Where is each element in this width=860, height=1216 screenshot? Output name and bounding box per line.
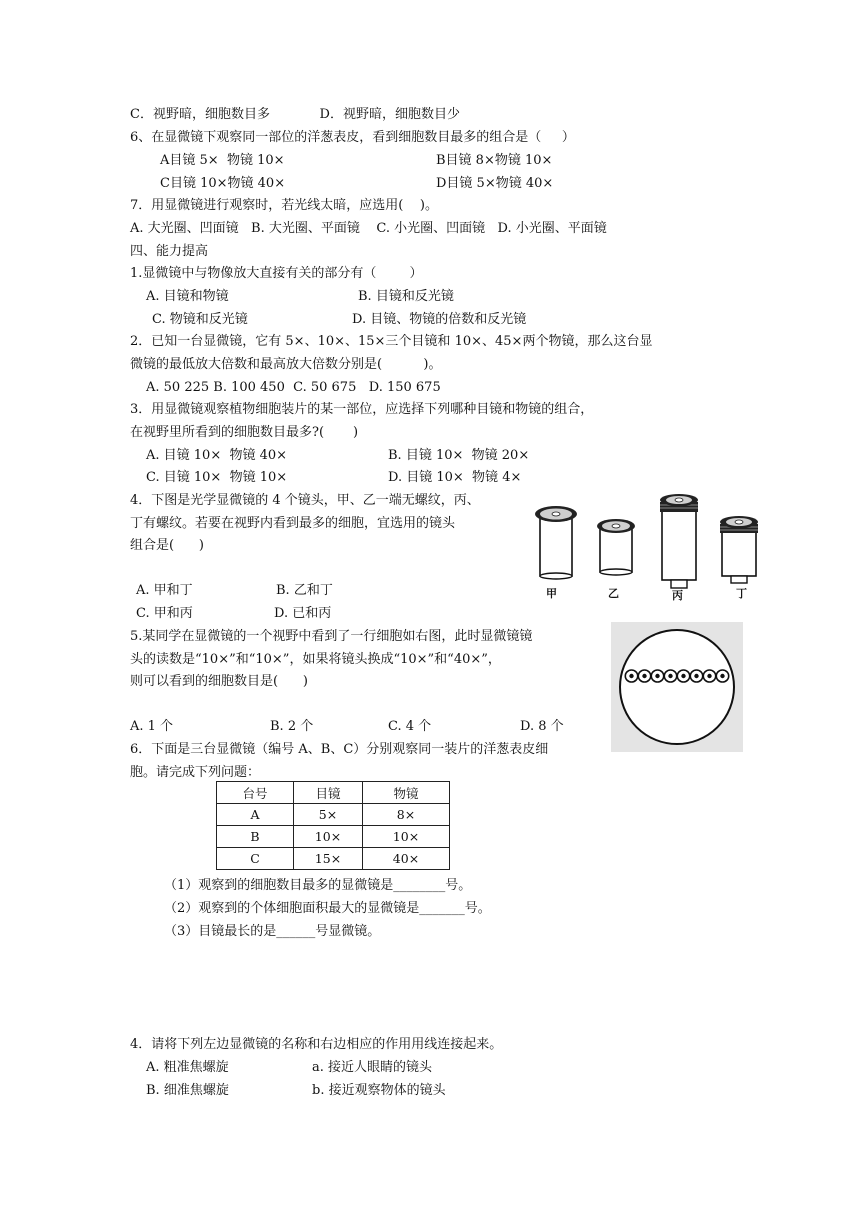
option-d: D. 8 个 (520, 719, 564, 734)
lens-ding (720, 516, 758, 583)
table-row (217, 804, 450, 826)
question-1: 1.显微镜中与物像放大直接有关的部分有（ ） (130, 266, 423, 281)
section-heading: 四、能力提高 (130, 244, 209, 259)
lens-bing (660, 494, 698, 588)
table-row (217, 848, 450, 870)
question-4-cont: 组合是( ) (130, 538, 204, 553)
table-cell: B (217, 826, 294, 848)
question-3-cont: 在视野里所看到的细胞数目最多?( ) (130, 425, 359, 440)
table-row (217, 826, 450, 848)
option-c: C. 4 个 (388, 719, 432, 734)
matching-question: 4．请将下列左边显微镜的名称和右边相应的作用用线连接起来。 (130, 1037, 503, 1052)
option-a: A. 目镜 10× 物镜 40× (146, 448, 288, 463)
question-6b-cont: 胞。请完成下列问题： (130, 765, 261, 780)
question-3: 3．用显微镜观察植物细胞装片的某一部位，应选择下列哪种目镜和物镜的组合， (130, 402, 594, 417)
option-b: B. 目镜和反光镜 (358, 289, 454, 304)
question-5-cont: 则可以看到的细胞数目是( ) (130, 674, 308, 689)
table-cell: 10× (294, 826, 363, 848)
option-c: C. 甲和丙 (136, 606, 193, 621)
match-left-b: B. 细准焦螺旋 (146, 1083, 229, 1098)
sub-question-3: （3）目镜最长的是______号显微镜。 (164, 924, 381, 939)
option-b: B目镜 8×物镜 10× (436, 153, 553, 168)
microscope-table (216, 781, 450, 870)
lens-label-yi: 乙 (608, 587, 619, 600)
option-d: D目镜 5×物镜 40× (436, 176, 554, 191)
table-header: 台号 (217, 782, 294, 804)
sub-question-1: （1）观察到的细胞数目最多的显微镜是________号。 (164, 878, 472, 893)
question-7: 7．用显微镜进行观察时，若光线太暗，应选用( )。 (130, 198, 438, 213)
lens-yi (597, 519, 635, 575)
question-2-options: A. 50 225 B. 100 450 C. 50 675 D. 150 675 (146, 380, 441, 395)
question-6b: 6．下面是三台显微镜（编号 A、B、C）分别观察同一装片的洋葱表皮细 (130, 742, 549, 757)
cell-nucleus (694, 674, 698, 678)
question-5-cont: 头的读数是“10×”和“10×”，如果将镜头换成“10×”和“40×”， (130, 652, 501, 667)
table-cell: 5× (294, 804, 363, 826)
question-2-cont: 微镜的最低放大倍数和最高放大倍数分别是( )。 (130, 357, 442, 372)
option-a: A. 甲和丁 (136, 583, 193, 598)
option-c: C目镜 10×物镜 40× (160, 176, 286, 191)
option-c: C. 目镜 10× 物镜 10× (146, 470, 288, 485)
table-cell: 10× (363, 826, 450, 848)
lens-figure (524, 490, 790, 608)
field-of-view-figure (611, 622, 743, 752)
lens-illustration (524, 490, 790, 608)
option-a: A. 目镜和物镜 (146, 289, 229, 304)
lens-jia (535, 506, 577, 579)
cell-nucleus (668, 674, 672, 678)
lens-label-jia: 甲 (546, 587, 557, 600)
option-line: C．视野暗，细胞数目多 D．视野暗，细胞数目少 (130, 107, 460, 122)
option-a: A. 1 个 (130, 719, 174, 734)
table-cell: A (217, 804, 294, 826)
cell-nucleus (655, 674, 659, 678)
option-d: D. 目镜、物镜的倍数和反光镜 (352, 312, 527, 327)
option-b: B. 目镜 10× 物镜 20× (388, 448, 530, 463)
match-right-b: b. 接近观察物体的镜头 (312, 1083, 446, 1098)
question-5: 5.某同学在显微镜的一个视野中看到了一行细胞如右图，此时显微镜镜 (130, 629, 533, 644)
option-a: A目镜 5× 物镜 10× (160, 153, 285, 168)
option-d: D. 已和丙 (274, 606, 332, 621)
cell-nucleus (720, 674, 724, 678)
table-header: 物镜 (363, 782, 450, 804)
option-b: B. 2 个 (270, 719, 314, 734)
cell-nucleus (629, 674, 633, 678)
match-right-a: a. 接近人眼睛的镜头 (312, 1060, 433, 1075)
question-4: 4．下图是光学显微镜的 4 个镜头，甲、乙一端无螺纹，丙、 (130, 493, 480, 508)
cell-nucleus (707, 674, 711, 678)
table-header: 目镜 (294, 782, 363, 804)
table-cell: C (217, 848, 294, 870)
option-d: D. 目镜 10× 物镜 4× (388, 470, 522, 485)
sub-question-2: （2）观察到的个体细胞面积最大的显微镜是_______号。 (164, 901, 491, 916)
field-of-view-circle (611, 622, 743, 752)
table-cell: 15× (294, 848, 363, 870)
cell-nucleus (642, 674, 646, 678)
table-cell: 40× (363, 848, 450, 870)
question-4-cont: 丁有螺纹。若要在视野内看到最多的细胞，宜选用的镜头 (130, 516, 456, 531)
lens-label-ding: 丁 (736, 587, 747, 600)
option-b: B. 乙和丁 (276, 583, 333, 598)
lens-label-bing: 丙 (672, 589, 683, 602)
table-header-row (217, 782, 450, 804)
table-cell: 8× (363, 804, 450, 826)
question-7-options: A. 大光圈、凹面镜 B. 大光圈、平面镜 C. 小光圈、凹面镜 D. 小光圈、平面镜 (130, 221, 607, 236)
cell-nucleus (681, 674, 685, 678)
question-2: 2．已知一台显微镜，它有 5×、10×、15×三个目镜和 10×、45×两个物镜，那么这台显 (130, 334, 653, 349)
question-6: 6、在显微镜下观察同一部位的洋葱表皮，看到细胞数目最多的组合是（ ） (130, 130, 575, 145)
option-c: C. 物镜和反光镜 (152, 312, 248, 327)
match-left-a: A. 粗准焦螺旋 (146, 1060, 229, 1075)
